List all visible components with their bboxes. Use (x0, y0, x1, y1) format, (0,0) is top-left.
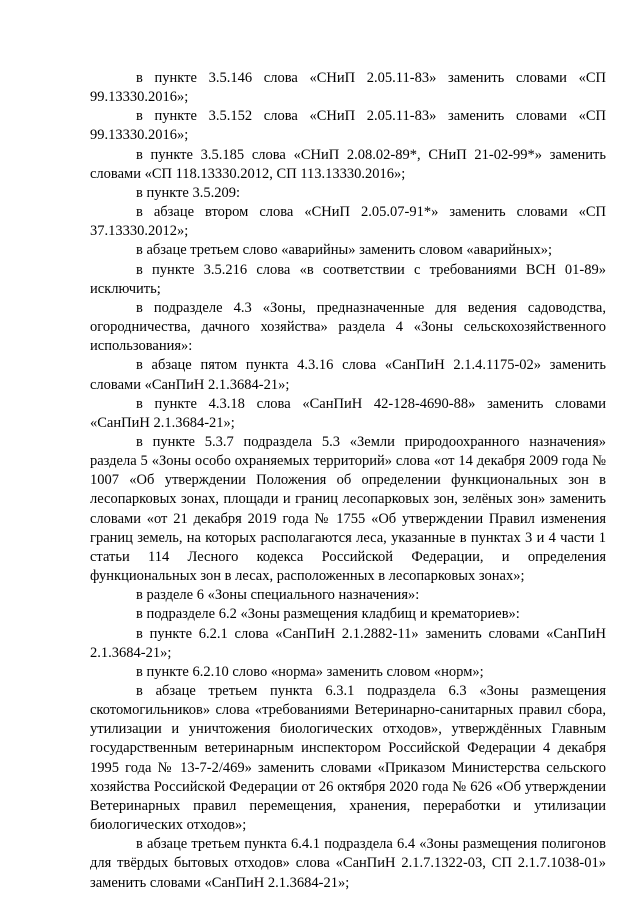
paragraph-14: в пункте 6.2.1 слова «СанПиН 2.1.2882-11» заменить словами «СанПиН 2.1.3684-21»; (90, 625, 606, 661)
paragraph-1: в пункте 3.5.146 слова «СНиП 2.05.11-83» заменить словами «СП 99.13330.2016»; (90, 70, 606, 106)
document-body (90, 69, 606, 893)
paragraph-5: в абзаце втором слова «СНиП 2.05.07-91*» заменить словами «СП 37.13330.2012»; (90, 204, 606, 240)
paragraph-17: в абзаце третьем пункта 6.4.1 подраздела 6.4 «Зоны размещения полигонов для твёрдых бытовых отходов» слова «СанПиН 2.1.7.1322-03, СП 2.1.7.1038-01» заменить словами «СанПиН 2.1.3684-21»; (90, 836, 606, 891)
paragraph-16: в абзаце третьем пункта 6.3.1 подраздела 6.3 «Зоны размещения скотомогильников» слова «требованиями Ветеринарно-санитарных правил сбора, утилизации и уничтожения биологических отходов», утверждённых Главным государственным ветеринарным инспектором Российской Федерации 4 декабря 1995 года № 13-7-2/469» заменить словами «Приказом Министерства сельского хозяйства Российской Федерации от 26 октября 2020 года № 626 «Об утверждении Ветеринарных правил перемещения, хранения, переработки и утилизации биологических отходов»; (90, 683, 606, 834)
paragraph-13: в подразделе 6.2 «Зоны размещения кладбищ и крематориев»: (136, 606, 520, 623)
paragraph-7: в пункте 3.5.216 слова «в соответствии с требованиями ВСН 01-89» исключить; (90, 261, 606, 297)
paragraph-15: в пункте 6.2.10 слово «норма» заменить словом «норм»; (136, 663, 484, 680)
paragraph-8: в подразделе 4.3 «Зоны, предназначенные для ведения садоводства, огородничества, дачного хозяйства» раздела 4 «Зоны сельскохозяйственного использования»: (90, 299, 606, 355)
paragraph-9: в абзаце пятом пункта 4.3.16 слова «СанПиН 2.1.4.1175-02» заменить словами «СанПиН 2.1.3684-21»; (90, 357, 606, 393)
paragraph-6: в абзаце третьем слово «аварийны» заменить словом «аварийных»; (136, 242, 553, 259)
paragraph-11: в пункте 5.3.7 подраздела 5.3 «Земли природоохранного назначения» раздела 5 «Зоны особо охраняемых территорий» слова «от 14 декабря 2009 года № 1007 «Об утверждении Положения об определении функциональных зон в лесопарковых зонах, площади и границ лесопарковых зон, зелёных зон» заменить словами «от 21 декабря 2019 года № 1755 «Об утверждении Правил изменения границ земель, на которых располагаются леса, указанные в пунктах 3 и 4 части 1 статьи 114 Лесного кодекса Российской Федерации, и определения функциональных зон в лесах, расположенных в лесопарковых зонах»; (90, 433, 606, 585)
paragraph-2: в пункте 3.5.152 слова «СНиП 2.05.11-83» заменить словами «СП 99.13330.2016»; (90, 108, 606, 144)
paragraph-10: в пункте 4.3.18 слова «СанПиН 42-128-4690-88» заменить словами «СанПиН 2.1.3684-21»; (90, 395, 606, 431)
paragraph-4: в пункте 3.5.209: (136, 184, 241, 201)
paragraph-12: в разделе 6 «Зоны специального назначения»: (136, 587, 420, 604)
paragraph-3: в пункте 3.5.185 слова «СНиП 2.08.02-89*, СНиП 21-02-99*» заменить словами «СП 118.13330.2012, СП 113.13330.2016»; (90, 146, 606, 182)
